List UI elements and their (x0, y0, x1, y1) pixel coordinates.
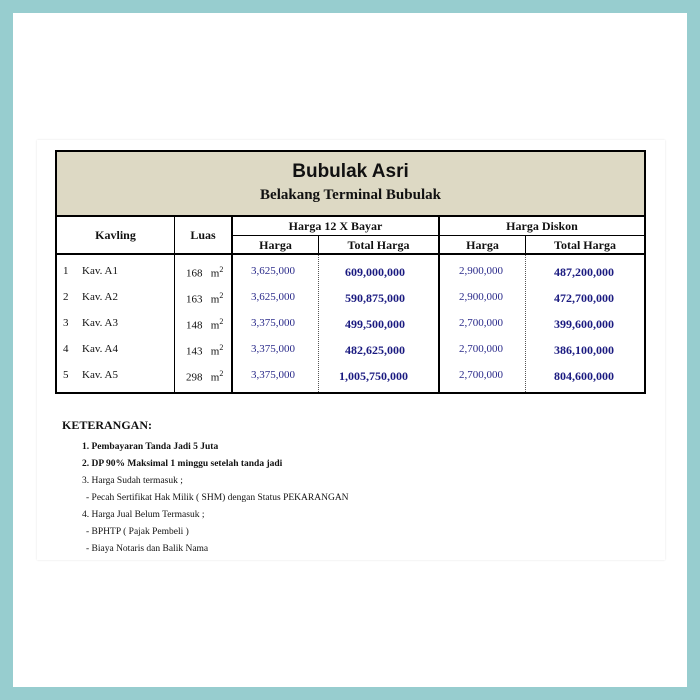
col-header-total-harga: Total Harga (554, 238, 616, 252)
harga-cell: 2,700,000 (459, 317, 503, 329)
row-number: 1 (63, 265, 69, 277)
luas-cell: 163 $m^2$ (186, 291, 224, 306)
note-line: 2. DP 90% Maksimal 1 minggu setelah tanda jadi (82, 459, 283, 469)
total-harga-cell: 386,100,000 (554, 343, 614, 357)
col-header-kavling: Kavling (95, 228, 136, 242)
harga-cell: 3,625,000 (251, 291, 295, 303)
harga-cell: 2,900,000 (459, 265, 503, 277)
table-subtitle: Belakang Terminal Bubulak (260, 187, 441, 203)
harga-cell: 3,375,000 (251, 317, 295, 329)
harga-cell: 2,900,000 (459, 291, 503, 303)
row-number: 3 (63, 317, 69, 329)
kavling-cell: Kav. A2 (82, 291, 118, 303)
kavling-cell: Kav. A4 (82, 343, 118, 355)
harga-cell: 2,700,000 (459, 369, 503, 381)
total-harga-cell: 499,500,000 (345, 317, 405, 331)
total-harga-cell: 804,600,000 (554, 369, 614, 383)
total-harga-cell: 482,625,000 (345, 343, 405, 357)
row-number: 2 (63, 291, 69, 303)
kavling-cell: Kav. A5 (82, 369, 118, 381)
total-harga-cell: 590,875,000 (345, 291, 405, 305)
row-number: 4 (63, 343, 69, 355)
notes-section (62, 418, 349, 558)
row-number: 5 (63, 369, 69, 381)
note-line: - Biaya Notaris dan Balik Nama (86, 544, 209, 554)
harga-cell: 3,625,000 (251, 265, 295, 277)
col-header-luas: Luas (190, 228, 216, 242)
luas-cell: 143 $m^2$ (186, 343, 224, 358)
kavling-cell: Kav. A3 (82, 317, 118, 329)
total-harga-cell: 399,600,000 (554, 317, 614, 331)
kavling-cell: Kav. A1 (82, 265, 118, 277)
luas-cell: 148 $m^2$ (186, 317, 224, 332)
col-header-total-harga: Total Harga (347, 238, 410, 252)
note-line: 4. Harga Jual Belum Termasuk ; (82, 510, 205, 520)
col-divider (318, 255, 319, 392)
col-group-harga-12x: Harga 12 X Bayar (288, 219, 383, 233)
note-line: - Pecah Sertifikat Hak Milik ( SHM) dengan Status PEKARANGAN (86, 493, 349, 503)
harga-cell: 3,375,000 (251, 369, 295, 381)
header-bottom-border (57, 253, 644, 255)
col-group-harga-diskon: Harga Diskon (506, 219, 578, 233)
luas-cell: 168 $m^2$ (186, 265, 224, 280)
total-harga-cell: 609,000,000 (345, 265, 405, 279)
harga-cell: 2,700,000 (459, 343, 503, 355)
total-harga-cell: 472,700,000 (554, 291, 614, 305)
note-line: 1. Pembayaran Tanda Jadi 5 Juta (82, 442, 219, 452)
col-header-harga: Harga (466, 238, 499, 252)
title-band (57, 152, 644, 217)
total-harga-cell: 487,200,000 (554, 265, 614, 279)
harga-cell: 3,375,000 (251, 343, 295, 355)
notes-title: KETERANGAN: (62, 418, 153, 432)
total-harga-cell: 1,005,750,000 (339, 369, 408, 383)
price-table (55, 150, 646, 394)
note-line: - BPHTP ( Pajak Pembeli ) (86, 527, 189, 537)
luas-cell: 298 $m^2$ (186, 369, 224, 384)
col-header-harga: Harga (259, 238, 292, 252)
table-title: Bubulak Asri (292, 161, 409, 182)
col-divider (525, 255, 526, 392)
note-line: 3. Harga Sudah termasuk ; (82, 476, 183, 486)
